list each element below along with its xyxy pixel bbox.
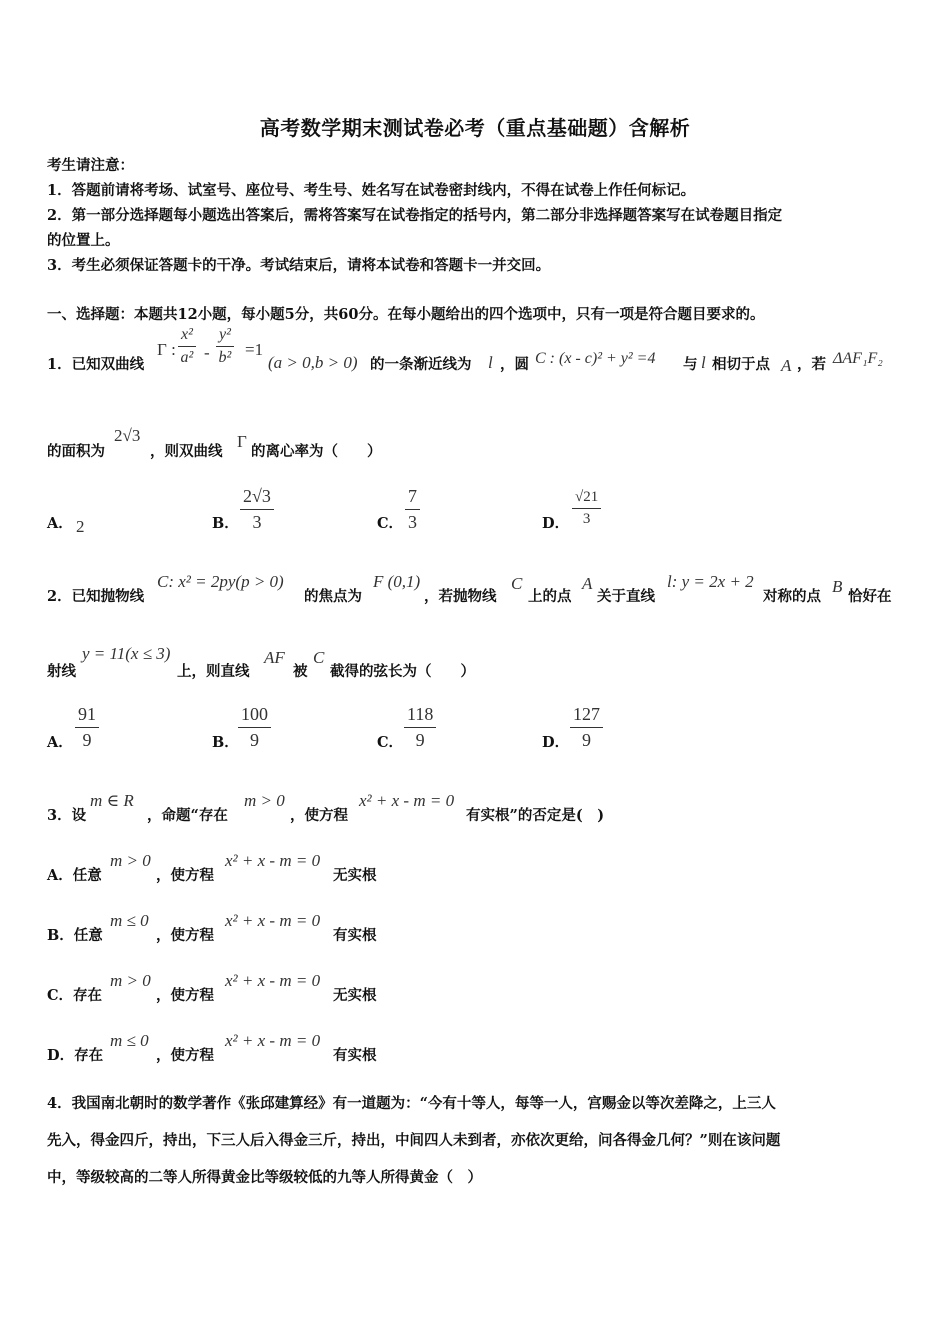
q2-text-10: 被 <box>293 663 308 680</box>
q3-option-a <box>47 864 102 885</box>
q2-option-a-num: 91 <box>75 704 99 728</box>
q1-circle: C : (x - c)² + y² =4 <box>535 350 656 367</box>
q3-option-b-cond: m ≤ 0 <box>110 911 149 930</box>
q1-text-2: 的一条渐近线为 <box>370 356 472 373</box>
q1-option-d-num: √21 <box>572 489 601 509</box>
q4-line-1: 4．我国南北朝时的数学著作《张邱建算经》有一道题为：“今有十等人，每等一人，宫赐金以等次差降之，上三人 <box>47 1095 776 1112</box>
q2-option-d-frac <box>570 704 603 751</box>
q3-option-a-end: 无实根 <box>333 867 377 884</box>
q2-option-d-label: D． <box>542 734 570 751</box>
q1-frac-x-den: a² <box>180 349 194 366</box>
q3-option-b <box>47 924 103 945</box>
q2-text-8: 射线 <box>47 663 76 680</box>
q1-gamma: Γ : <box>157 340 176 359</box>
q2-option-c-label: C． <box>377 734 404 751</box>
q3-option-a-cond: m > 0 <box>110 851 151 870</box>
q2-parabola: C: x² = 2py(p > 0) <box>157 572 284 591</box>
q2-option-a-label: A． <box>47 734 73 751</box>
q2-option-b-frac <box>238 704 271 751</box>
q2-text-2: 的焦点为 <box>304 588 362 605</box>
q1-triangle: ΔAF₁F₂ <box>833 350 883 367</box>
q2-option-c-num: 118 <box>404 704 436 728</box>
q2-ray: y = 11(x ≤ 3) <box>82 644 171 663</box>
q1-intro: 1．已知双曲线 <box>47 356 145 373</box>
q2-option-b-label: B． <box>212 734 239 751</box>
q3-option-d <box>47 1044 103 1065</box>
q1-text-7: 的面积为 <box>47 443 105 460</box>
q1-option-c-label: C． <box>377 515 404 532</box>
q2-line: l: y = 2x + 2 <box>667 572 754 591</box>
q2-option-b-num: 100 <box>238 704 271 728</box>
q1-condition: (a > 0,b > 0) <box>268 353 358 372</box>
q1-frac-y <box>216 326 234 367</box>
q3-option-d-mid: ，使方程 <box>156 1047 214 1064</box>
q1-A: A <box>781 356 792 375</box>
q3-option-c-label: C． <box>47 987 74 1004</box>
q3-intro: 3．设 <box>47 807 87 824</box>
q3-option-b-label: B． <box>47 927 74 944</box>
notice-item-2-cont: 的位置上。 <box>47 232 120 249</box>
q2-option-b-den: 9 <box>250 730 259 750</box>
q2-focus: F (0,1) <box>373 572 421 591</box>
q3-text-3: ，使方程 <box>290 807 348 824</box>
q3-option-d-eq: x² + x - m = 0 <box>225 1031 321 1050</box>
q2-AF: AF <box>264 648 285 667</box>
q3-option-d-end: 有实根 <box>333 1047 377 1064</box>
q1-option-b-frac <box>240 486 274 533</box>
q2-text-5: 关于直线 <box>597 588 655 605</box>
q1-text-5: 相切于点 <box>712 356 770 373</box>
q1-option-c-den: 3 <box>408 512 417 532</box>
q2-C2: C <box>313 648 325 667</box>
q1-text-4: 与 <box>683 356 698 373</box>
q1-option-d-den: 3 <box>582 511 591 527</box>
q2-C: C <box>511 574 523 593</box>
notice-heading: 考生请注意： <box>47 157 134 174</box>
q1-text-9: 的离心率为（ ） <box>251 443 382 460</box>
q4-line-3: 中，等级较高的二等人所得黄金比等级较低的九等人所得黄金（ ） <box>47 1169 482 1186</box>
q2-option-a-den: 9 <box>82 730 92 750</box>
q3-option-c-end: 无实根 <box>333 987 377 1004</box>
q1-option-b-num: 2√3 <box>240 486 274 510</box>
q4-line-2: 先入，得金四斤，持出，下三人后入得金三斤，持出，中间四人未到者，亦依次更给，问各得金几何？”则在该问题 <box>47 1132 781 1149</box>
q3-option-c-quant: 存在 <box>73 987 103 1004</box>
q1-option-a-label: A． <box>47 515 73 532</box>
notice-item-1: 1．答题前请将考场、试室号、座位号、考生号、姓名写在试卷密封线内，不得在试卷上作任何标记。 <box>47 182 696 199</box>
q2-option-c-frac <box>404 704 436 751</box>
q3-option-c-mid: ，使方程 <box>156 987 214 1004</box>
q1-area: 2√3 <box>114 426 141 445</box>
q1-minus: - <box>204 343 210 362</box>
q2-intro: 2．已知抛物线 <box>47 588 145 605</box>
q1-l: l <box>488 353 493 372</box>
q3-text-2: ，命题“存在 <box>147 807 228 824</box>
q2-option-d-num: 127 <box>570 704 603 728</box>
q1-option-c-num: 7 <box>405 486 420 510</box>
q1-text-3: ，圆 <box>500 356 529 373</box>
q2-text-3: ，若抛物线 <box>424 588 497 605</box>
q3-option-a-quant: 任意 <box>72 867 102 884</box>
q2-option-c-den: 9 <box>415 730 425 750</box>
q3-option-a-mid: ，使方程 <box>156 867 214 884</box>
q1-frac-y-den: b² <box>218 349 232 366</box>
q2-text-7: 恰好在 <box>848 588 892 605</box>
q3-option-a-eq: x² + x - m = 0 <box>225 851 321 870</box>
q1-option-d-frac <box>572 489 601 528</box>
q3-option-d-quant: 存在 <box>74 1047 104 1064</box>
q3-option-c-cond: m > 0 <box>110 971 151 990</box>
section-heading: 一、选择题：本题共12小题，每小题5分，共60分。在每小题给出的四个选项中，只有一项是符合题目要求的。 <box>47 306 765 323</box>
q2-text-6: 对称的点 <box>763 588 821 605</box>
q3-equation: x² + x - m = 0 <box>359 791 455 810</box>
q2-option-d-den: 9 <box>582 730 591 750</box>
q3-option-a-label: A． <box>47 867 73 884</box>
q3-text-4: 有实根”的否定是( ) <box>466 807 605 824</box>
q3-option-b-mid: ，使方程 <box>156 927 214 944</box>
q1-eq1: =1 <box>245 340 264 359</box>
q2-text-9: 上，则直线 <box>177 663 250 680</box>
q1-text-6: ，若 <box>797 356 826 373</box>
q1-gamma2: Γ <box>237 432 247 451</box>
q2-text-4: 上的点 <box>528 588 572 605</box>
q1-l2: l <box>701 353 706 372</box>
q2-A: A <box>582 574 593 593</box>
q1-option-c-frac <box>405 486 420 533</box>
notice-item-3: 3．考生必须保证答题卡的干净。考试结束后，请将本试卷和答题卡一并交回。 <box>47 257 551 274</box>
q3-option-b-quant: 任意 <box>73 927 103 944</box>
q1-option-b-den: 3 <box>252 512 262 532</box>
q3-option-d-label: D． <box>47 1047 75 1064</box>
q1-frac-x <box>178 326 196 367</box>
q1-option-b-label: B． <box>212 515 239 532</box>
q3-option-c <box>47 984 102 1005</box>
page-title: 高考数学期末测试卷必考（重点基础题）含解析 <box>259 116 691 140</box>
q3-option-c-eq: x² + x - m = 0 <box>225 971 321 990</box>
notice-item-2: 2．第一部分选择题每小题选出答案后，需将答案写在试卷指定的括号内，第二部分非选择题答案写在试卷题目指定 <box>47 207 783 224</box>
q1-text-8: ，则双曲线 <box>150 443 223 460</box>
q1-option-a-value: 2 <box>76 517 85 536</box>
q3-m-in-R: m ∈ R <box>90 791 134 810</box>
q2-text-11: 截得的弦长为（ ） <box>330 663 475 680</box>
q3-option-b-end: 有实根 <box>333 927 377 944</box>
q2-B: B <box>832 577 843 596</box>
q3-option-d-cond: m ≤ 0 <box>110 1031 149 1050</box>
q1-option-d-label: D． <box>542 515 570 532</box>
q2-option-a-frac <box>75 704 99 751</box>
q1-frac-y-num: y² <box>216 326 234 347</box>
q1-frac-x-num: x² <box>178 326 196 347</box>
q3-option-b-eq: x² + x - m = 0 <box>225 911 321 930</box>
q3-m-positive: m > 0 <box>244 791 285 810</box>
